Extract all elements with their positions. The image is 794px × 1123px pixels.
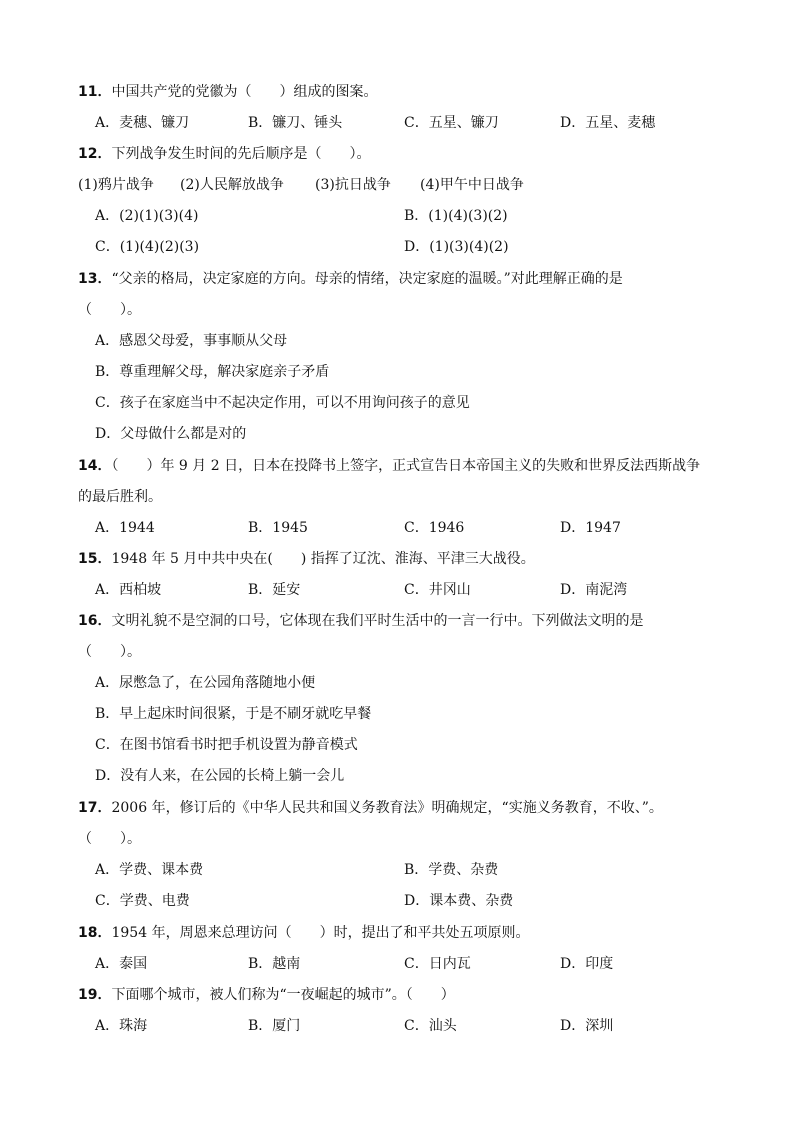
sequence-item: (3)抗日战争 [315,177,391,193]
question-15-stem [78,550,535,568]
option-b: B．学费、杂费 [404,862,499,878]
option-c: C．孩子在家庭当中不起决定作用，可以不用询问孩子的意见 [95,395,470,411]
option-d: D．印度 [560,956,614,972]
option-c: C．1946 [404,520,465,536]
option-d: D．深圳 [560,1018,614,1034]
question-number: 17． [78,800,112,816]
question-12-stem [78,145,370,163]
option-b: B．厦门 [248,1018,301,1034]
option-d: D．课本费、杂费 [404,893,514,909]
question-text: 2006 年，修订后的《中华人民共和国义务教育法》明确规定，“实施义务教育，不收、”。 [111,800,663,816]
question-18-stem [78,924,530,942]
option-d: D．(1)(3)(4)(2) [404,239,509,255]
option-c: C．日内瓦 [404,956,471,972]
question-14-stem [78,457,700,475]
option-a: A．泰国 [95,956,148,972]
option-b: B．尊重理解父母，解决家庭亲子矛盾 [95,364,330,380]
sequence-item: (2)人民解放战争 [180,177,284,193]
question-17-stem [78,799,663,817]
question-text: 中国共产党的党徽为（ ）组成的图案。 [111,84,378,100]
option-a: A．学费、课本费 [95,862,204,878]
question-number: 18． [78,925,112,941]
option-b: B．镰刀、锤头 [248,115,343,131]
question-number: 16． [78,613,112,629]
question-13-stem [78,270,623,288]
option-a: A．尿憋急了，在公园角落随地小便 [95,675,316,691]
sequence-item: (1)鸦片战争 [78,177,154,193]
option-d: D．1947 [560,520,621,536]
option-a: A．1944 [95,520,155,536]
question-19-stem [78,986,455,1004]
question-number: 12． [78,146,112,162]
option-d: D．南泥湾 [560,582,628,598]
option-c: C．井冈山 [404,582,471,598]
option-a: A．(2)(1)(3)(4) [95,208,199,224]
option-c: C．汕头 [404,1018,457,1034]
question-text: （ ）年 9 月 2 日，日本在投降书上签字，正式宣告日本帝国主义的失败和世界反法西斯战争 [111,458,701,474]
question-text: 下列战争发生时间的先后顺序是（ ）。 [111,146,371,162]
option-d: D．五星、麦穗 [560,115,656,131]
question-text: 文明礼貌不是空洞的口号，它体现在我们平时生活中的一言一行中。下列做法文明的是 [111,613,644,629]
option-c: C．五星、镰刀 [404,115,499,131]
option-b: B．(1)(4)(3)(2) [404,208,508,224]
question-number: 14． [78,458,112,474]
option-d: D．父母做什么都是对的 [95,426,247,442]
option-b: B．越南 [248,956,301,972]
question-number: 13． [78,271,112,287]
option-b: B．早上起床时间很紧，于是不刷牙就吃早餐 [95,706,372,722]
question-number: 19． [78,987,112,1003]
option-a: A．感恩父母爱，事事顺从父母 [95,333,288,349]
question-text: 1954 年，周恩来总理访问（ ）时，提出了和平共处五项原则。 [111,925,530,941]
question-number: 15． [78,551,112,567]
option-a: A．珠海 [95,1018,148,1034]
option-a: A．麦穗、镰刀 [95,115,190,131]
question-14-stem-cont: 的最后胜利。 [78,489,162,505]
option-c: C．学费、电费 [95,893,190,909]
option-d: D．没有人来，在公园的长椅上躺一会儿 [95,768,345,784]
question-16-stem [78,612,643,630]
option-c: C．在图书馆看书时把手机设置为静音模式 [95,737,358,753]
question-11-stem [78,83,377,101]
question-text: 下面哪个城市，被人们称为“一夜崛起的城市”。（ ） [111,987,455,1003]
option-c: C．(1)(4)(2)(3) [95,239,200,255]
question-text: “父亲的格局，决定家庭的方向。母亲的情绪，决定家庭的温暖。”对此理解正确的是 [111,271,623,287]
question-13-stem-cont: （ ）。 [78,302,141,318]
question-17-stem-cont: （ ）。 [78,831,141,847]
option-a: A．西柏坡 [95,582,162,598]
question-text: 1948 年 5 月中共中央在( ) 指挥了辽沈、淮海、平津三大战役。 [111,551,535,567]
option-b: B．1945 [248,520,308,536]
option-b: B．延安 [248,582,301,598]
sequence-item: (4)甲午中日战争 [420,177,524,193]
question-16-stem-cont: （ ）。 [78,644,141,660]
question-number: 11． [78,84,112,100]
